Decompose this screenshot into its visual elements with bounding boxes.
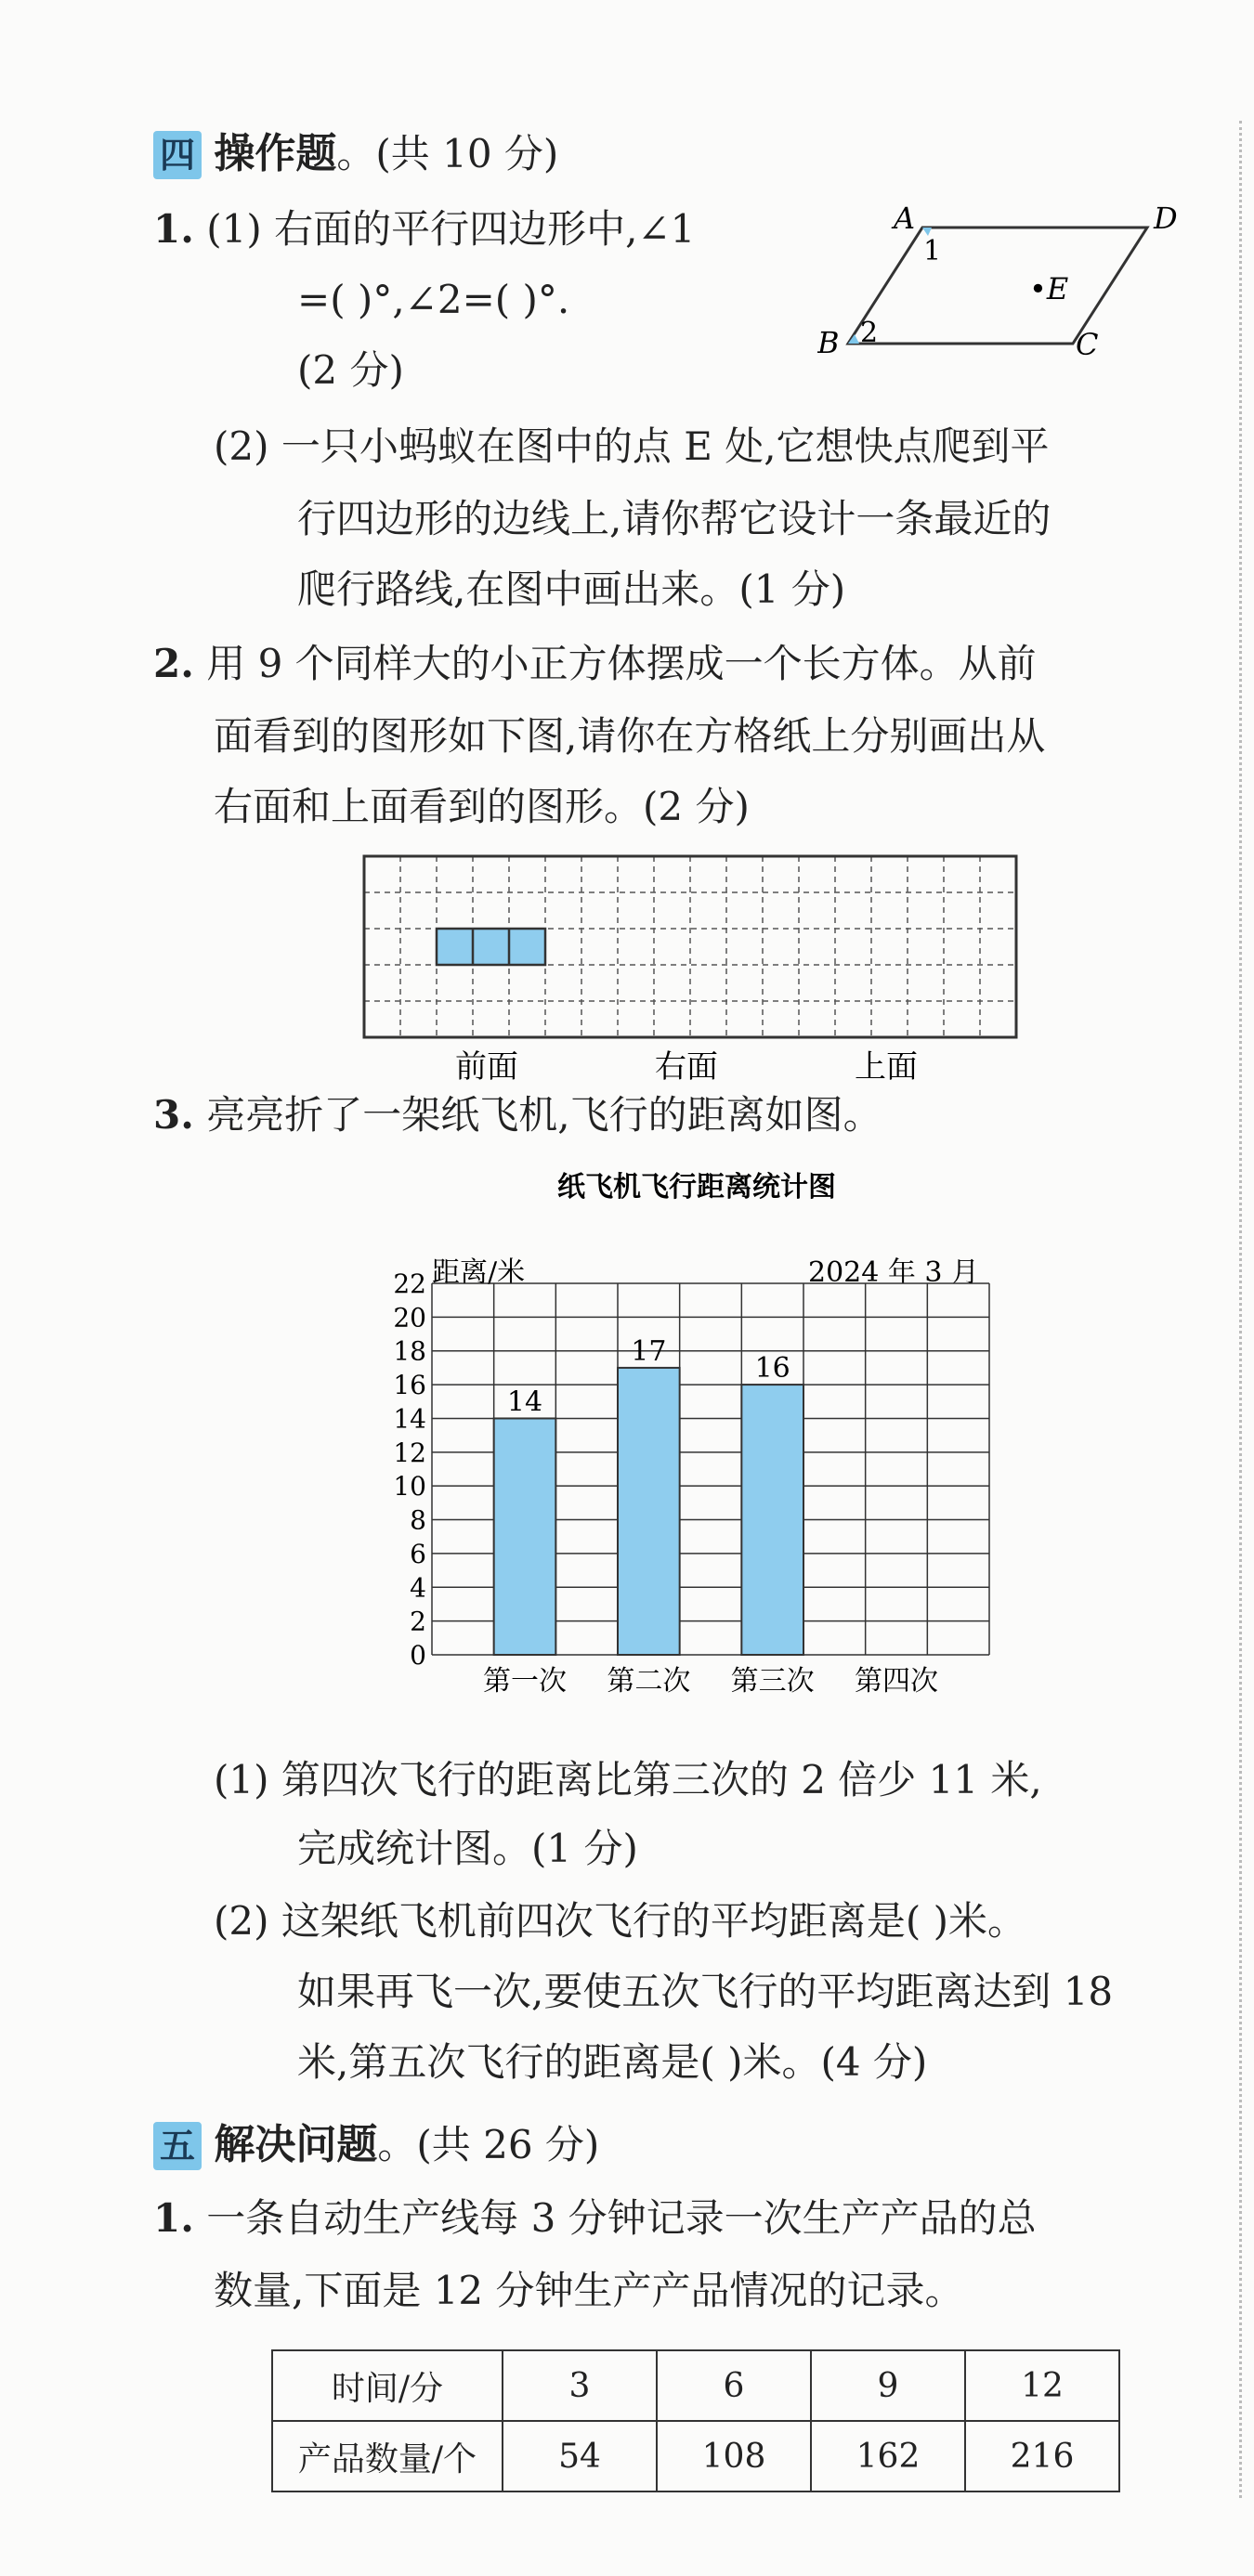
chart-bar [741, 1385, 803, 1655]
section-4-title: 操作题 [214, 130, 337, 177]
table-cell: 6 [657, 2350, 811, 2421]
table-row [272, 2421, 1119, 2491]
section-4-header [153, 130, 558, 179]
table-cell: 216 [965, 2421, 1119, 2491]
q1-number: 1. [153, 206, 194, 252]
point-e-label: •E [1029, 271, 1069, 306]
table-cell: 54 [503, 2421, 657, 2491]
q2-text3: 右面和上面看到的图形。(2 分) [214, 784, 750, 829]
chart-data-label: 17 [631, 1334, 667, 1368]
chart-y-tick: 0 [410, 1640, 426, 1671]
q5-1-text2: 数量,下面是 12 分钟生产产品情况的记录。 [214, 2268, 964, 2313]
table-row [272, 2350, 1119, 2421]
q1-part2-text3: 爬行路线,在图中画出来。(1 分) [297, 566, 846, 612]
chart-y-tick: 20 [393, 1302, 426, 1334]
chart-data-label: 14 [506, 1386, 543, 1419]
table-cell: 产品数量/个 [272, 2421, 503, 2491]
chart-y-tick: 8 [410, 1504, 426, 1536]
chart-bar [494, 1418, 556, 1655]
table-cell: 12 [965, 2350, 1119, 2421]
chart-x-tick: 第一次 [483, 1665, 567, 1698]
chart-y-tick: 2 [410, 1606, 426, 1637]
front-view-label: 前面 [455, 1048, 518, 1086]
q1-line1 [153, 206, 695, 253]
chart-bar [618, 1368, 680, 1655]
q3-part1-text1: (1) 第四次飞行的距离比第三次的 2 倍少 11 米, [214, 1757, 1042, 1802]
q5-1-line1 [153, 2195, 1037, 2242]
chart-date-note: 2024 年 3 月 [808, 1256, 980, 1289]
q1-part2-text2: 行四边形的边线上,请你帮它设计一条最近的 [297, 496, 1052, 541]
q1-part1-text1: (1) 右面的平行四边形中,∠1 [206, 206, 696, 252]
chart-y-tick: 16 [393, 1370, 426, 1401]
section-4-badge: 四 [153, 131, 202, 179]
table-cell: 3 [503, 2350, 657, 2421]
bar-chart [362, 1161, 1031, 1737]
parallelogram-shape [848, 228, 1147, 344]
chart-y-ticks [393, 1268, 426, 1671]
chart-y-tick: 14 [393, 1403, 426, 1435]
vertex-d-label: D [1154, 201, 1178, 236]
q1-part1-text3: (2 分) [297, 347, 404, 393]
top-view-label: 上面 [855, 1048, 918, 1086]
chart-y-tick: 18 [393, 1335, 426, 1367]
table-cell: 162 [811, 2421, 965, 2491]
chart-x-tick: 第四次 [855, 1665, 938, 1698]
vertex-c-label: C [1076, 327, 1099, 362]
parallelogram-figure [817, 195, 1208, 371]
chart-bars [494, 1335, 803, 1655]
section-4-note: 。(共 10 分) [336, 131, 559, 176]
q2-text1: 用 9 个同样大的小正方体摆成一个长方体。从前 [206, 641, 1037, 686]
chart-title: 纸飞机飞行距离统计图 [557, 1171, 836, 1203]
q3-part2-text2: 如果再飞一次,要使五次飞行的平均距离达到 18 [297, 1969, 1114, 2014]
q3-part2-text3: 米,第五次飞行的距离是( )米。(4 分) [297, 2039, 928, 2085]
grid-paper [362, 854, 1031, 1096]
angle1-label: 1 [923, 235, 942, 267]
angle2-label: 2 [860, 317, 879, 349]
q3-part2-text1: (2) 这架纸飞机前四次飞行的平均距离是( )米。 [214, 1898, 1026, 1944]
q3-line1 [153, 1092, 882, 1138]
table-cell: 108 [657, 2421, 811, 2491]
chart-x-tick: 第二次 [607, 1665, 691, 1698]
chart-y-tick: 10 [393, 1471, 426, 1503]
section-5-badge: 五 [153, 2122, 202, 2170]
q3-text1: 亮亮折了一架纸飞机,飞行的距离如图。 [206, 1092, 882, 1138]
q5-1-number: 1. [153, 2195, 194, 2241]
q2-number: 2. [153, 641, 194, 686]
chart-y-tick: 22 [393, 1268, 426, 1299]
front-view-shape [437, 929, 545, 965]
vertex-b-label: B [817, 325, 840, 360]
page-edge-divider [1239, 121, 1242, 2498]
section-5-note: 。(共 26 分) [377, 2122, 600, 2167]
q5-1-text1: 一条自动生产线每 3 分钟记录一次生产产品的总 [206, 2195, 1037, 2241]
chart-x-tick: 第三次 [730, 1665, 815, 1698]
table-cell: 时间/分 [272, 2350, 503, 2421]
q2-text2: 面看到的图形如下图,请你在方格纸上分别画出从 [214, 713, 1046, 759]
chart-x-ticks [483, 1665, 938, 1698]
chart-y-label: 距离/米 [432, 1256, 526, 1289]
q3-number: 3. [153, 1092, 194, 1138]
q3-part1-text2: 完成统计图。(1 分) [297, 1826, 638, 1871]
q1-part2-text1: (2) 一只小蚂蚁在图中的点 E 处,它想快点爬到平 [214, 423, 1050, 469]
chart-y-tick: 4 [410, 1572, 426, 1604]
chart-y-tick: 6 [410, 1538, 426, 1569]
table-cell: 9 [811, 2350, 965, 2421]
q2-line1 [153, 641, 1037, 687]
chart-y-tick: 12 [393, 1437, 426, 1468]
right-view-label: 右面 [655, 1048, 718, 1086]
production-table [271, 2349, 1120, 2492]
q1-part1-text2: =( )°,∠2=( )°. [297, 277, 570, 322]
vertex-a-label: A [894, 201, 916, 236]
chart-data-label: 16 [754, 1352, 790, 1386]
section-5-title: 解决问题 [214, 2121, 378, 2168]
section-5-header [153, 2121, 599, 2170]
